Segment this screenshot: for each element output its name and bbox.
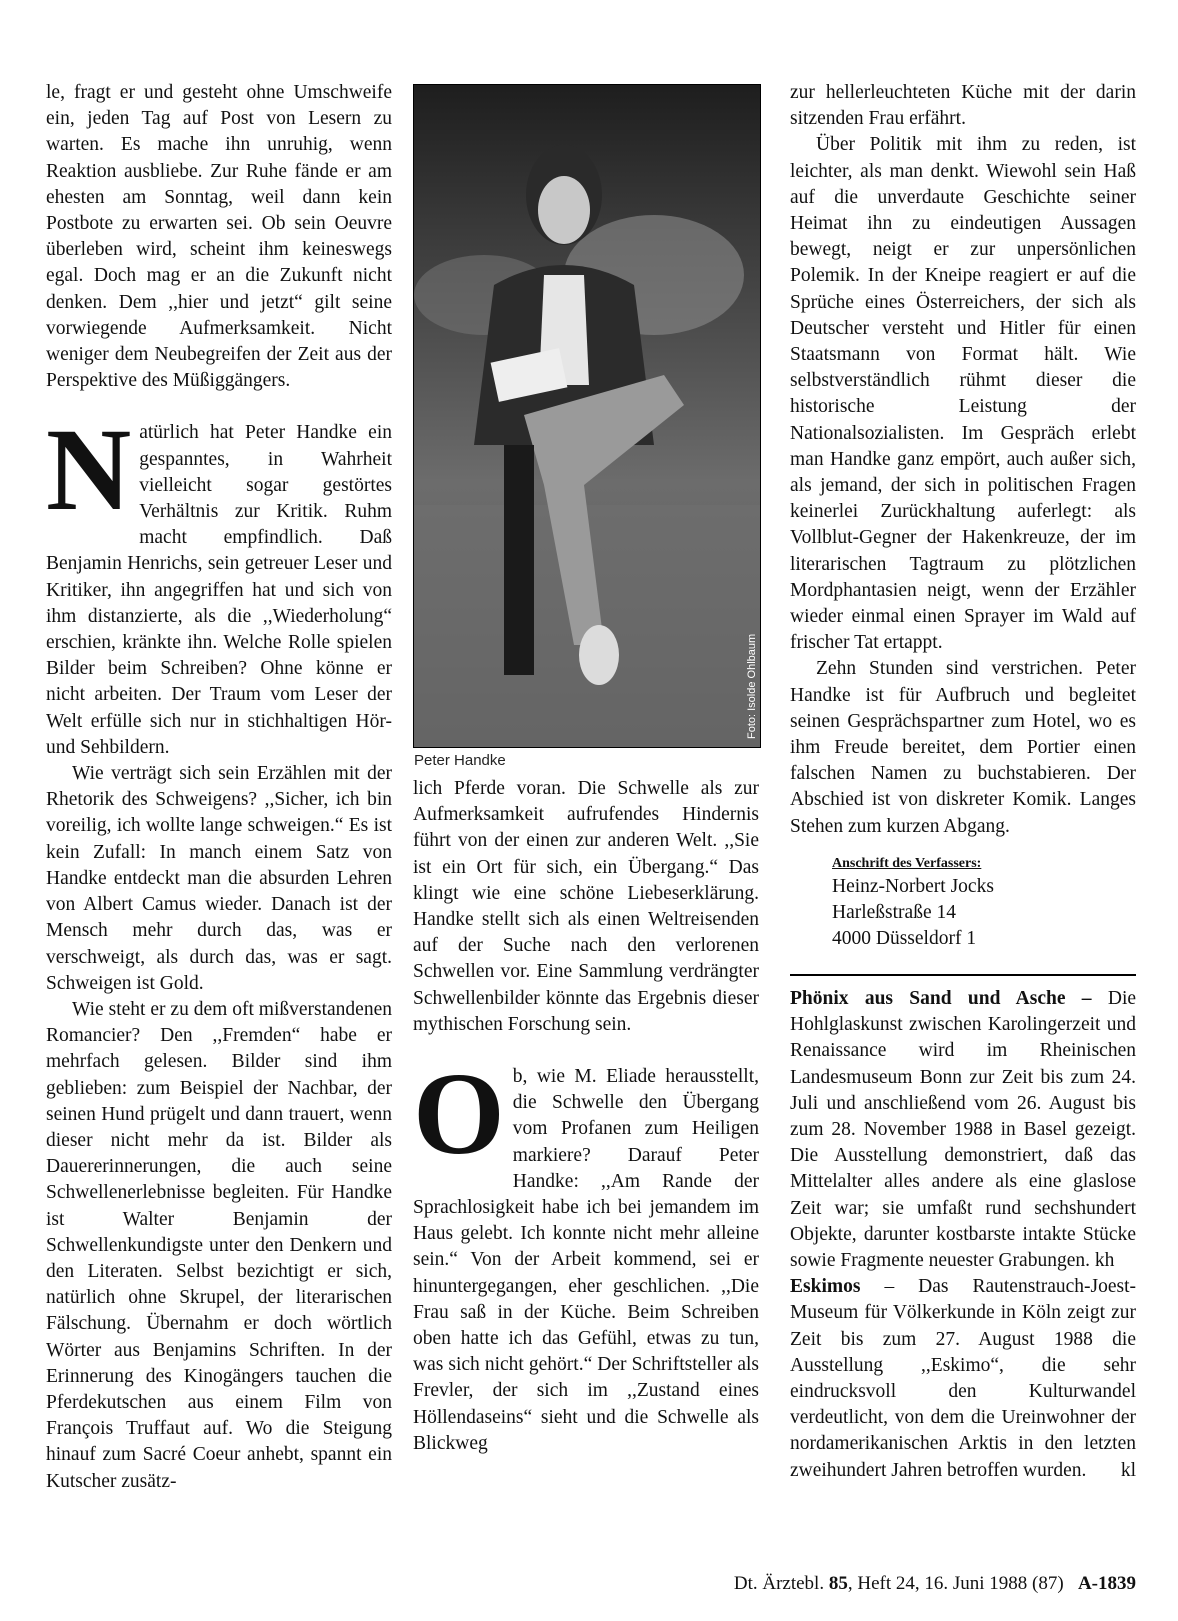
paragraph: Wie steht er zu dem oft mißverstandenen Romancier? Den ,,Fremden“ habe er mehrfach gelesen. Bilder sind ihm geblieben: zum Beispiel der Nachbar, der seinen Hund prügelt und dann trauert, wenn dieser nicht mehr da ist. Bilder als Dauererinnerungen, die auch seine Schwellenerlebnisse begleiten. Für Handke ist Walter Benjamin der Schwellenkundigste unter den Denkern und den Literaten. Selbst bezichtigt er sich, natürlich ohne Skrupel, der literarischen Fälschung. Übernahm er doch wörtlich Wörter aus Benjamins Schriften. In der Erinnerung des Kinogängers tauchen die Pferdekutschen aus einem Film von François Truffaut auf. Wo die Steigung hinauf zum Sacré Coeur anhebt, spannt ein Kutscher zusätz-: [46, 998, 392, 1492]
address-city: 4000 Düsseldorf 1: [832, 927, 977, 949]
address-street: Harleßstraße 14: [832, 901, 956, 923]
address-label: Anschrift des Verfassers:: [832, 855, 982, 871]
column-3: [790, 80, 1136, 1484]
paragraph: le, fragt er und gesteht ohne Umschweife ein, jeden Tag auf Post von Lesern zu warten. Es mache ihn unruhig, wenn Reaktion ausbliebe. Zur Ruhe fände er am ehesten am Sonntag, weil dann kein Postbote zu erwarten sei. Ob sein Oeuvre überleben wird, scheint ihm keineswegs egal. Doch mag er an die Zukunft nicht denken. Dem ,,hier und jetzt“ gilt seine vorwiegende Aufmerksamkeit. Nicht weniger dem Neubegreifen der Zeit aus der Perspektive des Müßiggängers.: [46, 82, 392, 392]
column-1: [46, 80, 392, 1495]
divider: [790, 974, 1136, 976]
paragraph: Natürlich hat Peter Handke ein gespanntes, in Wahrheit vielleicht sogar gestörtes Verhältnis zur Kritik. Ruhm macht empfindlich. Daß Benjamin Henrichs, sein getreuer Leser und Kritiker, ihn angegriffen hat und sich von ihm distanzierte, als die ,,Wiederholung“ erschien, kränkte ihn. Welche Rolle spielen Bilder beim Schreiben? Ohne könne er nicht arbeiten. Der Traum vom Leser der Welt erfülle sich nur in stichhaltigen Hör- und Sehbildern.: [46, 404, 392, 758]
page-footer: Dt. Ärztebl. 85, Heft 24, 16. Juni 1988 (87) A-1839: [733, 1573, 1136, 1594]
photo-image: [414, 85, 760, 747]
paragraph: Zehn Stunden sind verstrichen. Peter Handke ist für Aufbruch und begleitet seinen Gesprächspartner zum Hotel, wo es ihm Freude bereitet, dem Portier einen falschen Namen zu buchstabieren. Der Abschied ist von diskreter Komik. Langes Stehen zum kurzen Abgang.: [790, 658, 1136, 837]
paragraph: lich Pferde voran. Die Schwelle als zur Aufmerksamkeit aufrufendes Hindernis führt von der einen zur anderen Welt. ,,Sie ist ein Ort für sich, ein Übergang.“ Das klingt wie eine schöne Liebeserklärung. Handke stellt sich als einen Weltreisenden auf der Suche nach den verlorenen Schwellen vor. Eine Sammlung verdrängter Schwellenbilder könnte das Ergebnis dieser mythischen Forschung sein.: [413, 778, 759, 1035]
photo-credit: Foto: Isolde Ohlbaum: [746, 633, 758, 739]
column-2: [413, 776, 759, 1457]
address-name: Heinz-Norbert Jocks: [832, 875, 994, 897]
paragraph: Ob, wie M. Eliade herausstellt, die Schwelle den Übergang vom Profanen zum Heiligen markiere? Darauf Peter Handke: ,,Am Rande der Sprachlosigkeit habe ich bei jemandem im Haus gelebt. Ich konnte nicht mehr alleine sein.“ Von der Arbeit kommend, sei er hinuntergegangen, eher geschlichen. ,,Die Frau saß in der Küche. Beim Schreiben oben hatte ich das Gefühl, etwas zu tun, was sich nicht gehört.“ Der Schriftsteller als Frevler, der sich im ,,Zustand eines Höllendaseins“ sieht und die Schwelle als Blickweg: [413, 1048, 759, 1454]
drop-cap: O: [413, 1048, 505, 1180]
photo-caption: Peter Handke: [414, 752, 506, 769]
drop-cap: N: [46, 404, 132, 536]
news-sign: kl: [1120, 1459, 1136, 1481]
paragraph: zur hellerleuchteten Küche mit der darin sitzenden Frau erfährt.: [790, 82, 1136, 130]
page-number: A-1839: [1077, 1573, 1136, 1594]
news-headline: Eskimos: [790, 1276, 861, 1298]
paragraph: Über Politik mit ihm zu reden, ist leichter, als man denkt. Wiewohl sein Haß auf die unverdaute Geschichte seiner Heimat ihn zu eindeutigen Aussagen bewegt, neigt er zur unpersönlichen Polemik. In der Kneipe reagiert er auf die Sprüche eines Österreichers, der sich als Deutscher versteht und Hitler für einen Staatsmann von Format hält. Wie selbstverständlich rühmt dieser die historische Leistung der Nationalsozialisten. Im Gespräch erlebt man Handke ganz empört, auch außer sich, als jemand, der sich in politischen Fragen keinerlei Zurückhaltung auferlegt: als Vollblut-Gegner der Hakenkreuze, der im literarischen Tagtraum zu plötzlichen Mordphantasien neigt, wenn der Erzähler wieder einmal einen Sprayer im Wald auf frischer Tat ertappt.: [790, 134, 1136, 654]
news-headline: Phönix aus Sand und Asche –: [790, 987, 1092, 1009]
author-address: [790, 854, 1136, 952]
news-item: Eskimos – Das Rautenstrauch-Joest-Museum für Völkerkunde in Köln zeigt zur Zeit bis zum 27. August 1988 die Ausstellung ,,Eskimo“, die sehr eindrucksvoll den Kulturwandel verdeutlicht, von dem die Ureinwohner der nordamerikanischen Arktis in den letzten zweihundert Jahren betroffen wurden. kl: [790, 1274, 1136, 1484]
paragraph: Wie verträgt sich sein Erzählen mit der Rhetorik des Schweigens? ,,Sicher, ich bin voreilig, ich wollte lange schweigen.“ Es ist kein Zufall: In manch einem Satz von Handke entdeckt man die absurden Lehren von Albert Camus wieder. Danach ist der Mensch mehr durch das, was er verschweigt, als durch das, was er sagt. Schweigen ist Gold.: [46, 763, 392, 994]
news-item: Phönix aus Sand und Asche – Die Hohlglaskunst zwischen Karolingerzeit und Renaissance wird im Rheinischen Landesmuseum Bonn zur Zeit bis zum 24. Juli und anschließend vom 26. August bis zum 28. November 1988 in Basel gezeigt. Die Ausstellung demonstriert, daß das Mittelalter alles andere als eine glaslose Zeit war; sie umfaßt rund sechshundert Objekte, darunter kostbarste intakte Stücke sowie Fragmente neuester Grabungen. kh: [790, 987, 1137, 1271]
author-photo: [413, 84, 761, 748]
